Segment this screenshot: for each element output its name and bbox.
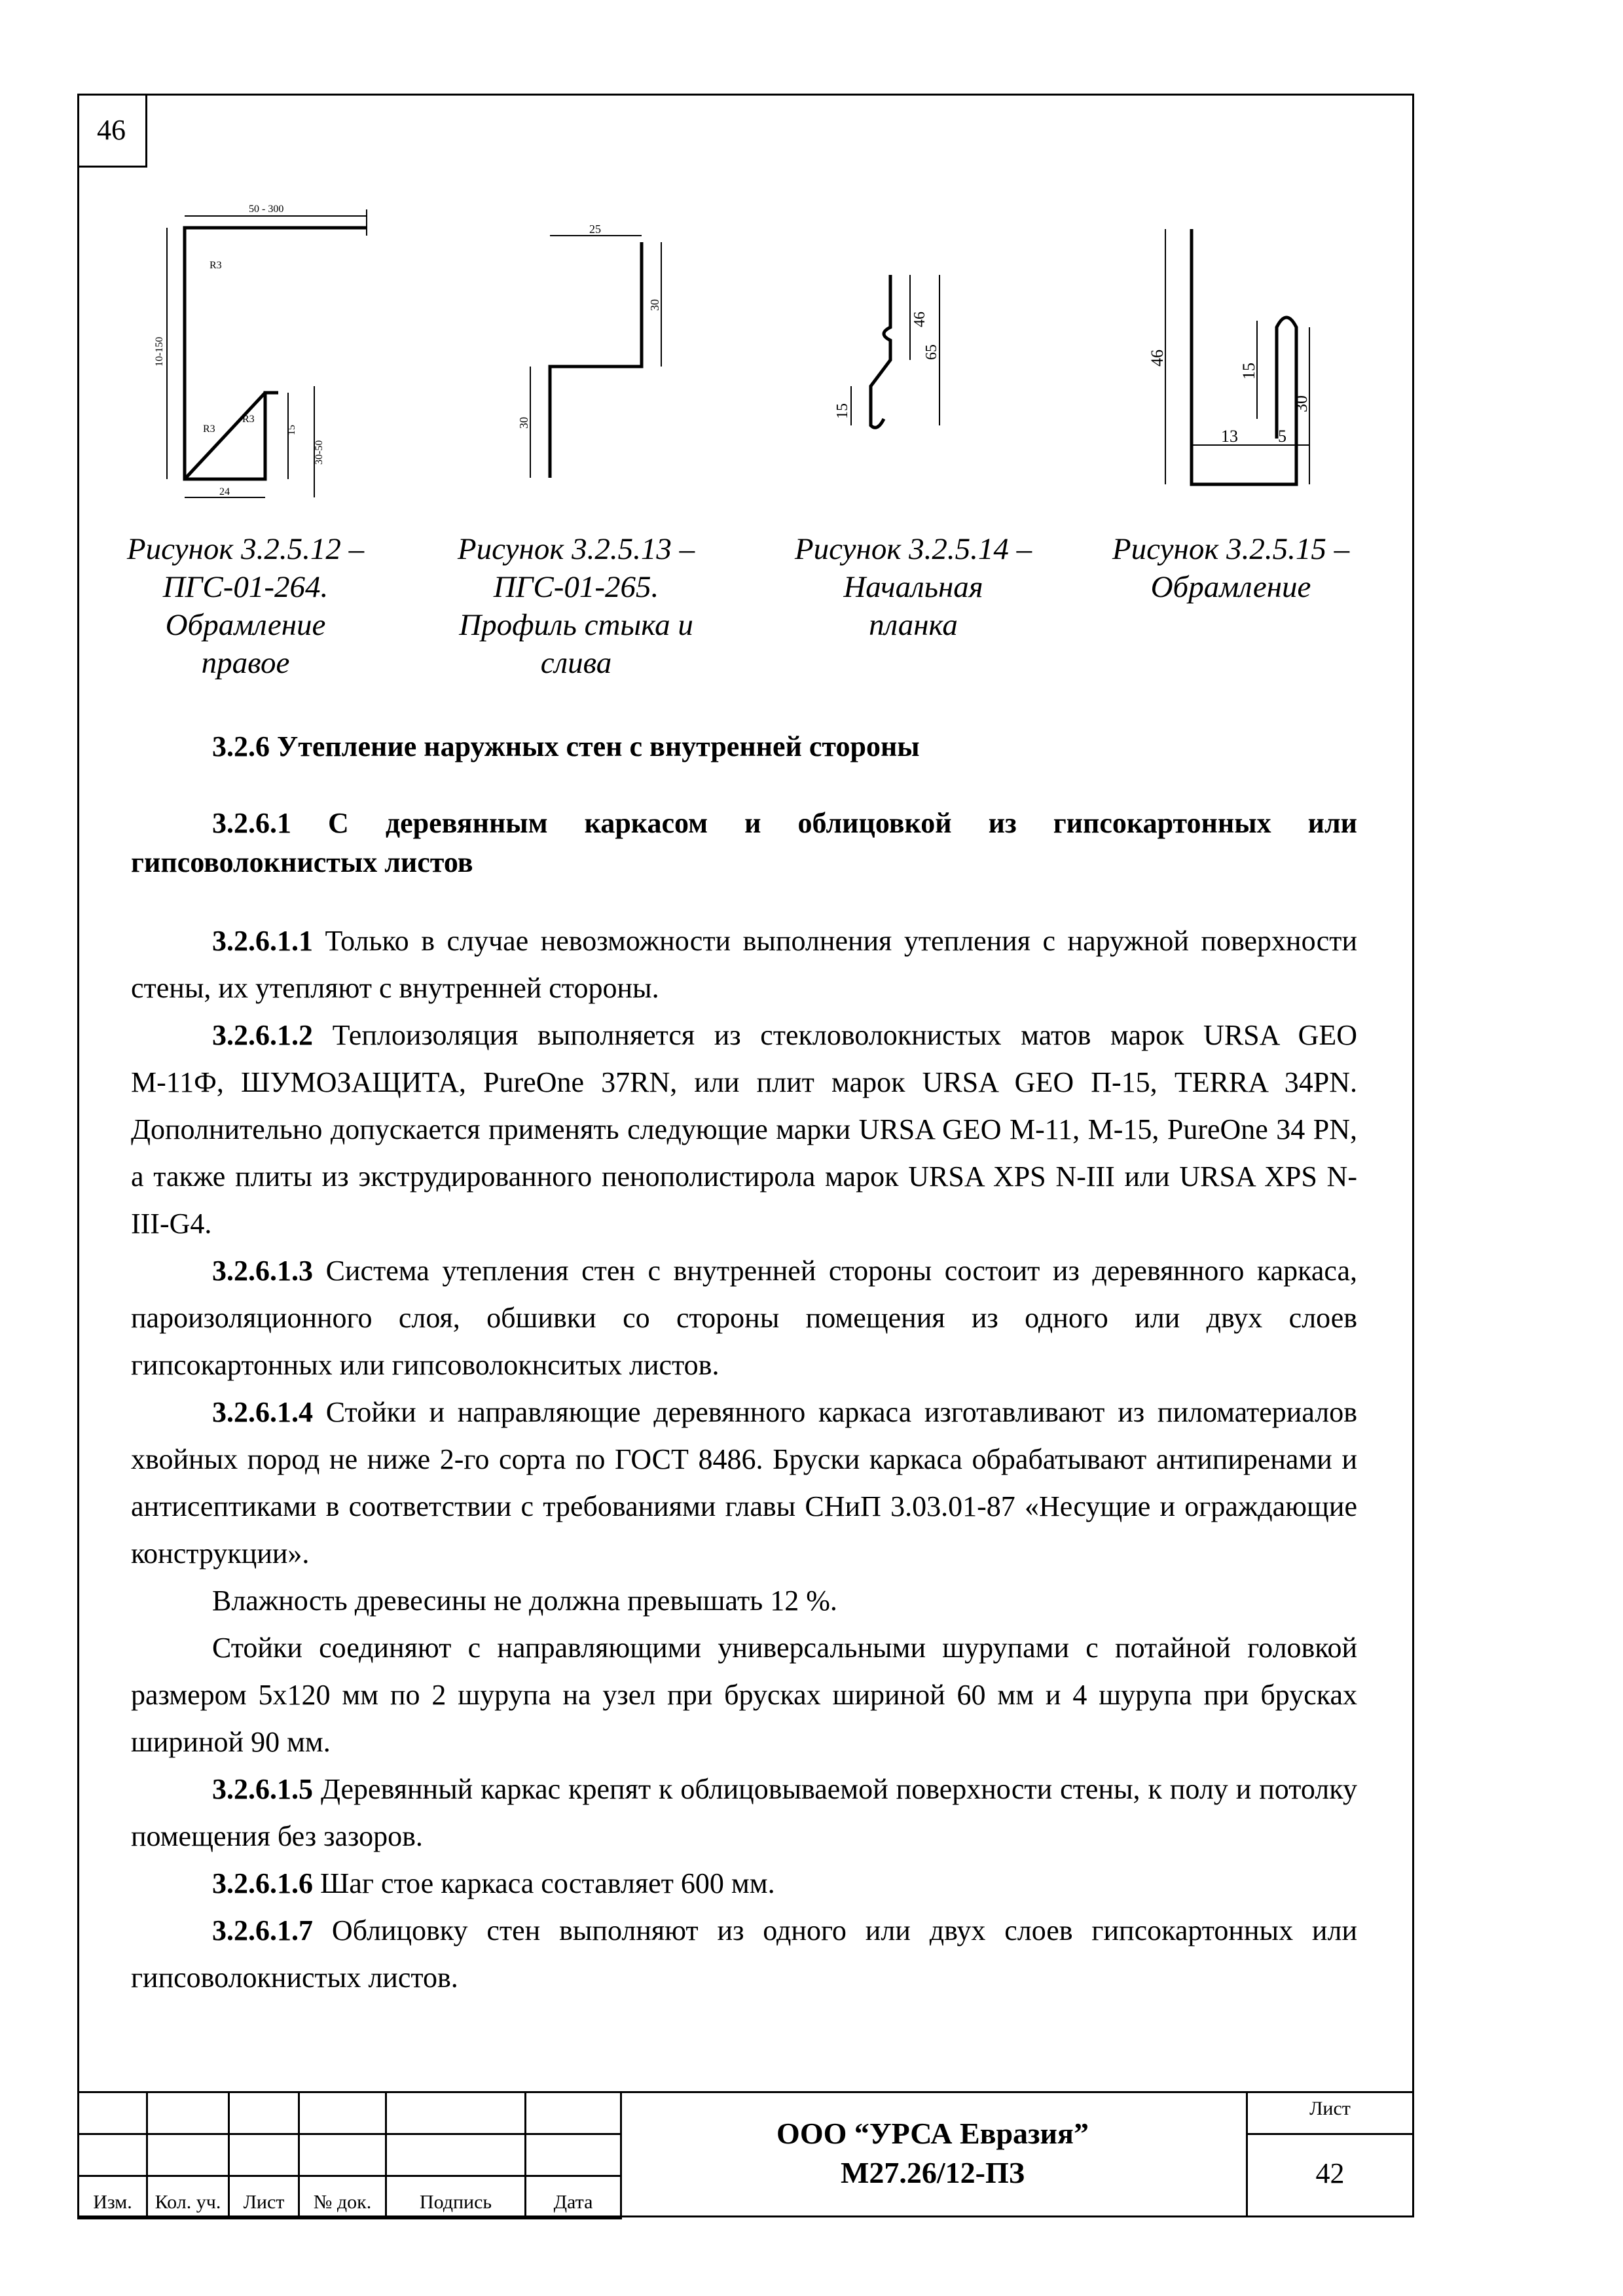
- figure-pgs-01-264: [151, 196, 393, 497]
- sheet-label: Лист: [1309, 2098, 1351, 2119]
- paragraph-6: Стойки соединяют с направляющими универсальными шурупами с потайной головкой размером 5х120 мм по 2 шурупа на узел при брусках шириной 60 мм и 4 шурупа при брусках шириной 90 мм.: [131, 1632, 1357, 1758]
- col-izm: Изм.: [79, 2176, 147, 2219]
- col-doc-no: № док.: [299, 2176, 386, 2219]
- paragraph-9: 3.2.6.1.7 Облицовку стен выполняют из одного или двух слоев гипсокартонных или гипсоволокнистых листов.: [131, 1914, 1357, 1994]
- profile-drawing: [511, 223, 694, 497]
- subsection-heading: 3.2.6.1 С деревянным каркасом и облицовкой из гипсокартонных или гипсоволокнистых листов: [131, 807, 1357, 878]
- title-block: [77, 2091, 1414, 2217]
- dim-b: 30: [1292, 395, 1311, 412]
- paragraph-8: 3.2.6.1.6 Шаг стое каркаса составляет 600 мм.: [212, 1867, 775, 1899]
- dim-r2: R3: [203, 423, 215, 435]
- paragraph-2: 3.2.6.1.2 Теплоизоляция выполняется из стекловолокнистых матов марок URSA GEO М-11Ф, ШУМОЗАЩИТА, PureOne 37RN, или плит марок URSA GEO П-15, TERRA 34PN. Дополнительно допускается применять следующие марки URSA GEO М-11, М-15, PureOne 34 PN, а также плиты из экструдированного пенополистирола марок URSA XPS N-III или URSA XPS N-III-G4.: [131, 1019, 1357, 1240]
- col-list: Лист: [229, 2176, 299, 2219]
- section-heading: 3.2.6 Утепление наружных стен с внутренней стороны: [212, 730, 920, 762]
- dim-r3: R3: [242, 414, 255, 425]
- profile-drawing: [151, 196, 393, 497]
- dim-a: 46: [911, 312, 928, 327]
- paragraph-1: 3.2.6.1.1 Только в случае невозможности выполнения утепления с наружной поверхности стены, их утепляют с внутренней стороны.: [131, 925, 1357, 1004]
- figure-pgs-01-265: [511, 223, 694, 497]
- dim-b: 65: [923, 344, 940, 360]
- dim-side: 10-150: [154, 336, 165, 367]
- caption-fig-2: Рисунок 3.2.5.13 – ПГС-01-265. Профиль стыка и слива: [457, 532, 695, 680]
- profile-drawing: [825, 262, 982, 439]
- dim-right: 30: [648, 299, 661, 311]
- dim-h: 46: [1148, 350, 1167, 367]
- paragraph-5: Влажность древесины не должна превышать 12 %.: [212, 1585, 837, 1617]
- caption-fig-1: Рисунок 3.2.5.12 – ПГС-01-264. Обрамление правое: [126, 532, 365, 680]
- caption-fig-4: Рисунок 3.2.5.15 – Обрамление: [1112, 532, 1350, 604]
- figure-starter-strip: [825, 262, 982, 439]
- dim-c: 15: [834, 403, 851, 419]
- profile-drawing: [1113, 223, 1322, 497]
- dim-r1: R3: [210, 260, 222, 271]
- title-block-top-line: [77, 2091, 1414, 2093]
- document-code: М27.26/12-ПЗ: [840, 2156, 1025, 2189]
- figure-framing: [1113, 223, 1322, 497]
- document-info: [619, 2114, 1246, 2193]
- dim-h2: 30-50: [314, 440, 325, 465]
- dim-top: 50 - 300: [249, 204, 284, 215]
- page-number: 46: [77, 94, 147, 168]
- paragraph-3: 3.2.6.1.3 Система утепления стен с внутренней стороны состоит из деревянного каркаса, пароизоляционного слоя, обшивки со стороны помещения из одного или двух слоев гипсокартонных или гипсоволокнситых листов.: [131, 1255, 1357, 1381]
- dim-c: 13: [1221, 427, 1238, 446]
- dim-top: 25: [589, 223, 601, 236]
- paragraph-7: 3.2.6.1.5 Деревянный каркас крепят к облицовываемой поверхности стены, к полу и потолку помещения без зазоров.: [131, 1773, 1357, 1852]
- col-date: Дата: [526, 2176, 621, 2219]
- dim-bottom: 24: [219, 486, 230, 497]
- sheet-number: 42: [1315, 2157, 1345, 2189]
- col-kol-uch: Кол. уч.: [147, 2176, 229, 2219]
- dim-d: 5: [1278, 427, 1286, 446]
- dim-a: 15: [1239, 363, 1258, 380]
- organization-name: ООО “УРСА Евразия”: [776, 2117, 1089, 2150]
- col-signature: Подпись: [386, 2176, 526, 2219]
- sheet-row-line: [1246, 2133, 1414, 2135]
- caption-fig-3: Рисунок 3.2.5.14 – Начальная планка: [794, 532, 1032, 642]
- revision-table: [77, 2091, 622, 2219]
- dim-left: 30: [517, 417, 530, 429]
- dim-h1: 15: [286, 425, 297, 435]
- paragraph-4: 3.2.6.1.4 Стойки и направляющие деревянного каркаса изготавливают из пиломатериалов хвойных пород не ниже 2-го сорта по ГОСТ 8486. Бруски каркаса обрабатывают антипиренами и антисептиками в соответствии с требованиями главы СНиП 3.03.01-87 «Несущие и ограждающие конструкции».: [131, 1396, 1357, 1570]
